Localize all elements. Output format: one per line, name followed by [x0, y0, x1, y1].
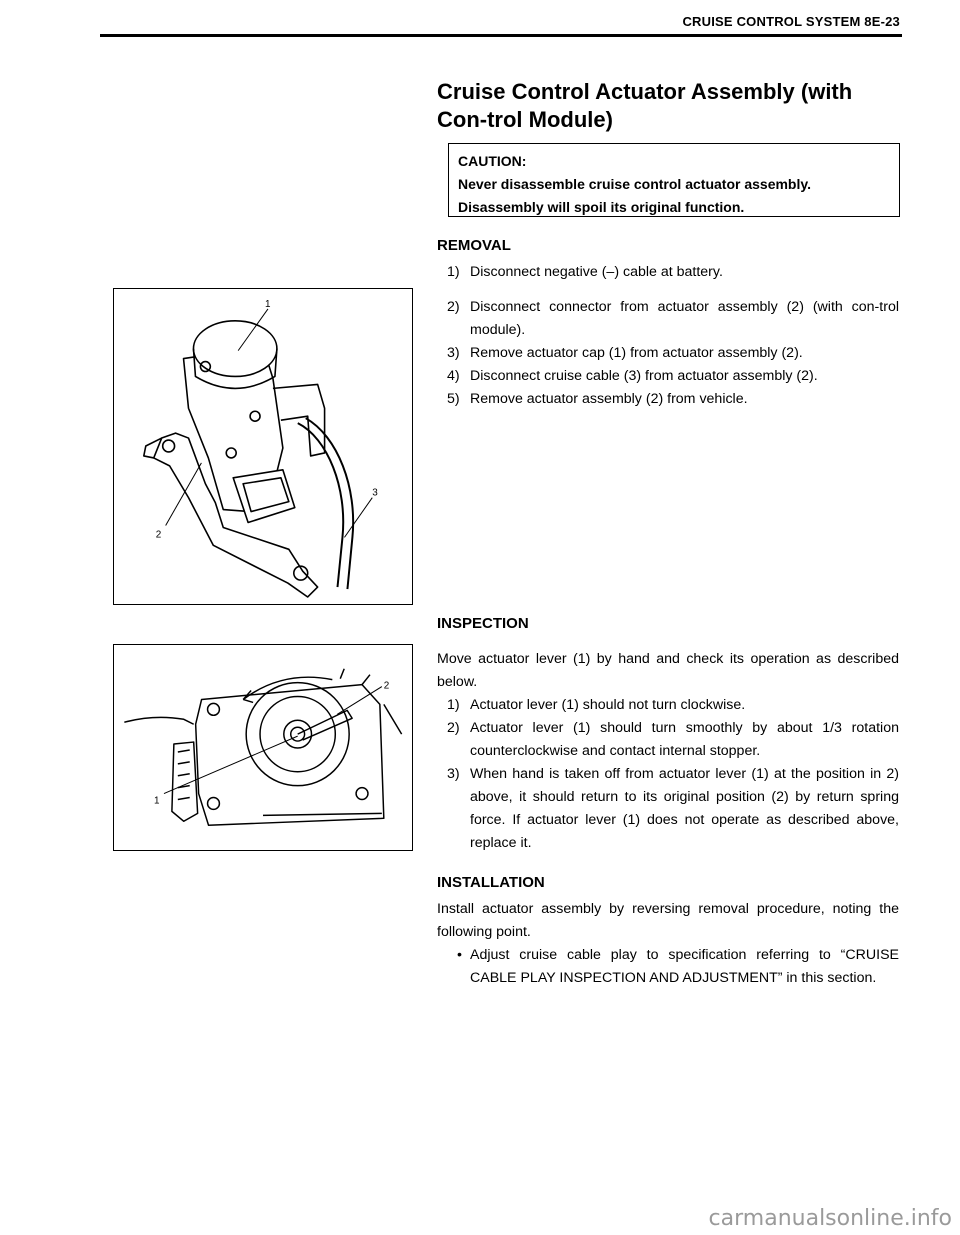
- step-number: 3): [447, 345, 460, 361]
- removal-heading: REMOVAL: [437, 237, 511, 254]
- removal-step: [437, 388, 899, 411]
- removal-step: [437, 261, 899, 284]
- step-number: 1): [447, 264, 460, 280]
- caution-line-1: Never disassemble cruise control actuator assembly.: [458, 176, 812, 192]
- removal-steps-a: [437, 261, 899, 284]
- figure1-callout-3: 3: [372, 487, 378, 499]
- step-number: 4): [447, 368, 460, 384]
- inspection-step: [437, 763, 899, 855]
- step-text: Actuator lever (1) should not turn clockwise.: [470, 697, 746, 713]
- removal-step: [437, 296, 899, 342]
- step-number: 3): [447, 766, 460, 782]
- caution-box: [448, 143, 900, 217]
- figure1-callout-1: 1: [264, 298, 271, 310]
- inspection-intro: Move actuator lever (1) by hand and check its operation as described below.: [437, 651, 899, 690]
- step-text: Disconnect connector from actuator assembly (2) (with con-trol module).: [470, 299, 899, 338]
- inspection-step: [437, 717, 899, 763]
- step-number: 1): [447, 697, 460, 713]
- step-text: Disconnect negative (–) cable at battery.: [470, 264, 723, 280]
- step-text: Actuator lever (1) should turn smoothly by about 1/3 rotation counterclockwise and contact internal stopper.: [470, 720, 899, 759]
- inspection-step: [437, 694, 899, 717]
- installation-bullet: [437, 944, 899, 990]
- figure2-callout-2: 2: [383, 680, 390, 692]
- section-title: Cruise Control Actuator Assembly (with Con-trol Module): [437, 79, 853, 132]
- step-text: Remove actuator cap (1) from actuator assembly (2).: [470, 345, 803, 361]
- watermark: carmanualsonline.info: [708, 1206, 952, 1231]
- inspection-heading: INSPECTION: [437, 615, 529, 632]
- caution-label: CAUTION:: [458, 153, 527, 169]
- removal-step: [437, 342, 899, 365]
- step-number: 5): [447, 391, 460, 407]
- step-text: Remove actuator assembly (2) from vehicle.: [470, 391, 748, 407]
- caution-line-2: Disassembly will spoil its original function.: [458, 199, 745, 215]
- header-rule: [100, 34, 902, 37]
- removal-steps-b: [437, 296, 899, 411]
- installation-intro: Install actuator assembly by reversing removal procedure, noting the following point.: [437, 901, 899, 940]
- installation-bullets: [437, 944, 899, 990]
- figure2-callout-1: 1: [154, 795, 160, 807]
- figure1-callout-2: 2: [155, 529, 162, 541]
- removal-step: [437, 365, 899, 388]
- page-header-title: CRUISE CONTROL SYSTEM 8E-23: [682, 14, 900, 29]
- actuator-lever-figure: [113, 644, 413, 851]
- step-number: 2): [447, 299, 460, 315]
- actuator-assembly-figure: [113, 288, 413, 605]
- actuator-assembly-illustration: [114, 289, 412, 604]
- bullet-dot: •: [457, 947, 462, 963]
- step-number: 2): [447, 720, 460, 736]
- inspection-steps: [437, 694, 899, 855]
- actuator-lever-illustration: [114, 645, 412, 850]
- installation-heading: INSTALLATION: [437, 874, 545, 891]
- bullet-text: Adjust cruise cable play to specification referring to “CRUISE CABLE PLAY INSPECTION AND ADJUSTMENT” in this section.: [470, 947, 899, 986]
- step-text: When hand is taken off from actuator lever (1) at the position in 2) above, it should return to its original position (2) by return spring force. If actuator lever (1) does not operate as described above, replace it.: [470, 766, 899, 851]
- step-text: Disconnect cruise cable (3) from actuator assembly (2).: [470, 368, 818, 384]
